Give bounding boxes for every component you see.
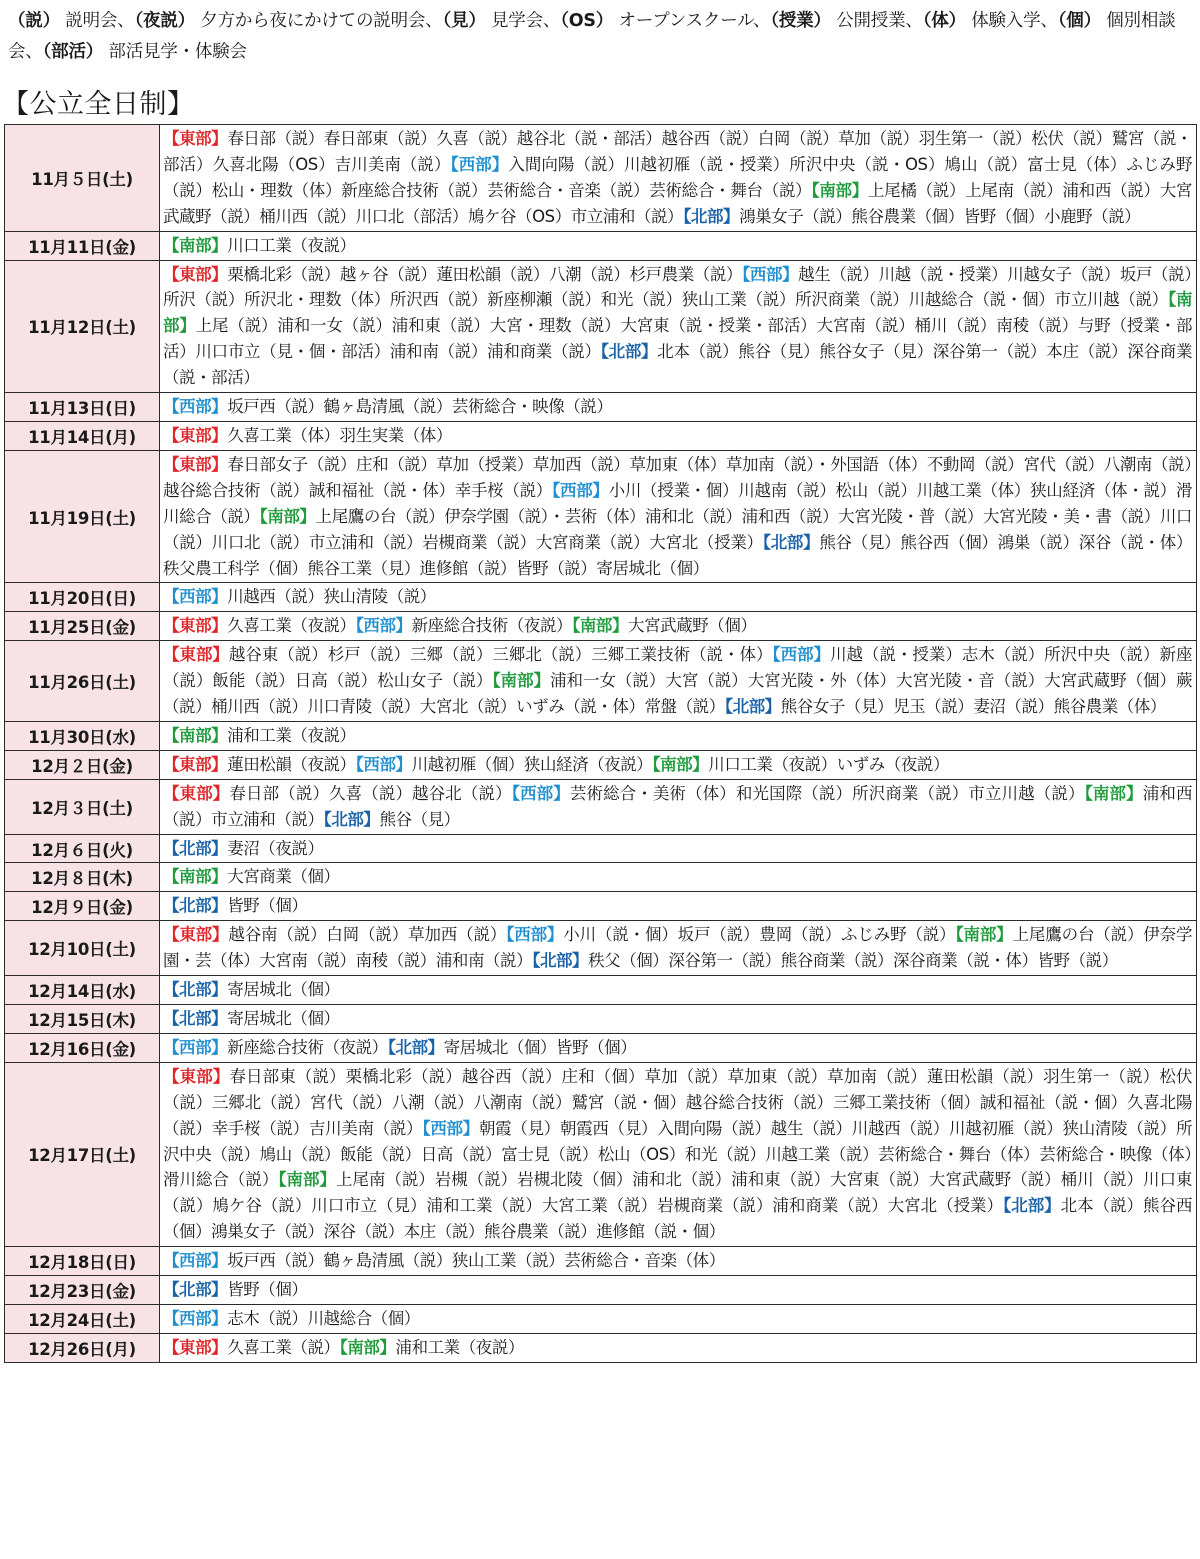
region-label-south: 【南部】 <box>811 180 868 200</box>
event-list <box>160 1304 1197 1333</box>
school-events: 越谷南（説）白岡（説）草加西（説） <box>228 925 507 945</box>
school-events: 川越西（説）狭山清陵（説） <box>227 587 436 607</box>
region-segment <box>356 616 572 635</box>
school-events: 北本（説）熊谷（見）熊谷女子（見）深谷第一（説）本庄（説）深谷商業（説・部活） <box>163 342 1192 388</box>
region-segment <box>572 616 756 635</box>
schedule-row <box>5 1276 1197 1305</box>
school-events: 皆野（個） <box>227 1280 308 1300</box>
event-date: 12月６日(火) <box>5 834 160 863</box>
school-events: 坂戸西（説）鶴ヶ島清風（説）狭山工業（説）芸術総合・音楽（体） <box>227 1251 725 1271</box>
event-date: 12月23日(金) <box>5 1276 160 1305</box>
region-label-west: 【西部】 <box>355 616 412 636</box>
school-events: 皆野（個） <box>227 896 308 916</box>
school-events: 浦和一女（説）大宮（説）大宮光陵・外（体）大宮光陵・音（説）大宮武蔵野（個）蕨（説）桶川西（説）川口青陵（説）大宮北（説）いずみ（説・体）常盤（説） <box>163 671 1192 717</box>
region-label-east: 【東部】 <box>163 616 228 636</box>
schedule-row <box>5 892 1197 921</box>
region-segment <box>163 896 307 915</box>
school-events: 寄居城北（個）皆野（個） <box>443 1037 637 1057</box>
region-segment <box>163 236 356 255</box>
event-list <box>160 125 1197 232</box>
region-label-south: 【南部】 <box>163 235 228 255</box>
event-date: 12月24日(土) <box>5 1304 160 1333</box>
event-list <box>160 1005 1197 1034</box>
region-segment <box>652 755 949 774</box>
region-label-west: 【西部】 <box>163 1308 228 1328</box>
schedule-row <box>5 779 1197 834</box>
region-label-north: 【北部】 <box>323 809 380 829</box>
school-events: 朝霞（見）朝霞西（見）入間向陽（説）越生（説）川越西（説）川越初雁（説）狭山清陵（説）所沢中央（説）鳩山（説）飯能（説）日高（説）富士見（説）松山（OS）和光（説）川越工業（説）芸術総合・舞台（体）芸術総合・映像（体）滑川総合（説） <box>163 1118 1192 1190</box>
region-label-south: 【南部】 <box>492 671 551 691</box>
school-events: 栗橋北彩（説）越ヶ谷（説）蓮田松韻（説）八潮（説）杉戸農業（説） <box>227 264 743 284</box>
region-label-east: 【東部】 <box>163 925 229 945</box>
region-label-east: 【東部】 <box>163 454 228 474</box>
region-segment <box>532 951 1118 970</box>
event-list <box>160 1247 1197 1276</box>
event-date: 12月８日(木) <box>5 863 160 892</box>
region-label-south: 【南部】 <box>259 506 316 526</box>
legend-meaning: 公開授業、 <box>830 11 923 31</box>
region-label-north: 【北部】 <box>1003 1196 1061 1216</box>
school-events: 新座総合技術（夜説） <box>411 616 573 636</box>
event-list <box>160 421 1197 450</box>
event-list <box>160 1276 1197 1305</box>
region-segment <box>163 587 436 606</box>
region-segment <box>163 1280 307 1299</box>
school-events: 志木（説）川越総合（個） <box>227 1308 420 1328</box>
legend-abbr: （部活） <box>42 42 104 62</box>
school-events: 上尾（説）浦和一女（説）浦和東（説）大宮・理数（説）大宮東（説・授業・部活）大宮南（説）桶川（説）南稜（説）与野（授業・部活）川口市立（見・個・部活）浦和南（説）浦和商業（説） <box>163 316 1192 362</box>
region-label-east: 【東部】 <box>163 264 228 284</box>
school-events: 寄居城北（個） <box>227 980 340 1000</box>
region-segment <box>163 1251 725 1270</box>
legend-meaning: オープンスクール、 <box>613 11 771 31</box>
school-events: 北本（説）熊谷西（個）鴻巣女子（説）深谷（説）本庄（説）熊谷農業（説）進修館（説・個） <box>163 1196 1193 1242</box>
region-segment <box>163 1009 340 1028</box>
school-events: 浦和西（説）市立浦和（説） <box>163 783 1193 829</box>
region-label-east: 【東部】 <box>163 129 228 148</box>
region-label-north: 【北部】 <box>163 980 228 1000</box>
schedule-row <box>5 921 1197 976</box>
school-events: 川越初雁（個）狭山経済（夜説） <box>411 754 653 774</box>
event-list <box>160 641 1197 722</box>
region-label-west: 【西部】 <box>163 587 228 607</box>
region-label-north: 【北部】 <box>163 838 228 858</box>
legend-item <box>923 11 1058 31</box>
event-date: 11月30日(水) <box>5 721 160 750</box>
region-label-east: 【東部】 <box>163 783 230 803</box>
schedule-row <box>5 863 1197 892</box>
school-events: 芸術総合・美術（体）和光国際（説）所沢商業（説）市立川越（説） <box>569 783 1085 803</box>
event-list <box>160 779 1197 834</box>
event-list <box>160 393 1197 422</box>
event-date: 12月16日(金) <box>5 1033 160 1062</box>
schedule-row <box>5 612 1197 641</box>
region-label-north: 【北部】 <box>762 532 820 552</box>
event-date: 12月26日(月) <box>5 1333 160 1362</box>
region-label-north: 【北部】 <box>683 206 740 226</box>
legend-item <box>560 11 770 31</box>
region-label-north: 【北部】 <box>532 951 589 971</box>
schedule-row <box>5 1304 1197 1333</box>
school-events: 春日部東（説）栗橋北彩（説）越谷西（説）庄和（個）草加（説）草加東（説）草加南（説）蓮田松韻（説）羽生第一（説）松伏（説）三郷北（説）宮代（説）八潮（説）八潮南（説）鷲宮（説・個）越谷総合技術（説）三郷工業技術（個）誠和福祉（説・個）久喜北陽（説）幸手桜（説）吉川美南（説） <box>163 1066 1193 1138</box>
event-list <box>160 721 1197 750</box>
event-list <box>160 231 1197 260</box>
school-events: 浦和工業（夜説） <box>227 725 356 745</box>
school-events: 川口工業（夜説）いずみ（夜説） <box>708 754 950 774</box>
school-events: 小川（説・個）坂戸（説）豊岡（説）ふじみ野（説） <box>563 925 956 945</box>
school-events: 大宮武蔵野（個） <box>628 616 757 636</box>
event-date: 12月９日(金) <box>5 892 160 921</box>
event-list <box>160 612 1197 641</box>
event-date: 11月13日(日) <box>5 393 160 422</box>
region-segment <box>163 1038 388 1057</box>
schedule-row <box>5 1062 1197 1246</box>
legend-meaning: 説明会、 <box>59 11 135 31</box>
schedule-row <box>5 750 1197 779</box>
region-label-south: 【南部】 <box>652 754 709 774</box>
region-label-west: 【西部】 <box>511 783 570 803</box>
region-label-south: 【南部】 <box>955 925 1013 945</box>
school-events: 新座総合技術（夜説） <box>227 1037 388 1057</box>
region-label-south: 【南部】 <box>163 867 228 887</box>
region-segment <box>725 697 1166 716</box>
schedule-row <box>5 1005 1197 1034</box>
school-events: 久喜工業（体）羽生実業（体） <box>227 425 452 445</box>
region-segment <box>356 755 653 774</box>
event-date: 12月２日(金) <box>5 750 160 779</box>
event-list <box>160 750 1197 779</box>
region-segment <box>163 726 356 745</box>
legend-abbr: （個） <box>1057 11 1101 31</box>
event-date: 11月14日(月) <box>5 421 160 450</box>
legend-abbr: （体） <box>922 11 966 31</box>
school-events: 上尾鷹の台（説）伊奈学園（説）・芸術（体）浦和北（説）浦和西（説）大宮光陵・普（説）大宮光陵・美・書（説）川口（説）川口北（説）市立浦和（説）岩槻商業（説）大宮商業（説）大宮北（授業） <box>163 506 1192 552</box>
event-list <box>160 450 1197 583</box>
schedule-row <box>5 583 1197 612</box>
school-events: 秩父（個）深谷第一（説）熊谷商業（説）深谷商業（説・体）皆野（説） <box>588 951 1118 971</box>
region-segment <box>388 1038 637 1057</box>
school-events: 妻沼（夜説） <box>227 838 324 858</box>
event-date: 11月20日(日) <box>5 583 160 612</box>
event-date: 11月19日(土) <box>5 450 160 583</box>
event-date: 12月10日(土) <box>5 921 160 976</box>
legend <box>8 6 1194 68</box>
region-label-south: 【南部】 <box>278 1170 336 1190</box>
legend-item <box>134 11 442 31</box>
region-label-west: 【西部】 <box>742 264 799 284</box>
region-segment <box>163 839 324 858</box>
region-segment <box>163 925 506 944</box>
schedule-row <box>5 834 1197 863</box>
region-label-west: 【西部】 <box>552 480 609 500</box>
region-label-west: 【西部】 <box>163 1037 228 1057</box>
region-label-east: 【東部】 <box>163 1066 230 1086</box>
region-label-south: 【南部】 <box>163 290 1192 336</box>
legend-abbr: （夜説） <box>134 11 195 31</box>
event-list <box>160 260 1197 393</box>
region-label-south: 【南部】 <box>339 1337 396 1357</box>
school-events: 上尾鷹の台（説）伊奈学園・芸（体）大宮南（説）南稜（説）浦和南（説） <box>163 925 1193 971</box>
region-segment <box>163 980 340 999</box>
school-events: 川越（説・授業）志木（説）所沢中央（説）新座（説）飯能（説）日高（説）松山女子（説） <box>163 645 1192 691</box>
legend-item <box>43 42 247 62</box>
schedule-row <box>5 641 1197 722</box>
schedule-row <box>5 721 1197 750</box>
school-events: 坂戸西（説）鶴ヶ島清風（説）芸術総合・映像（説） <box>227 397 613 417</box>
region-segment <box>163 1309 420 1328</box>
event-list <box>160 834 1197 863</box>
school-events: 春日部（説）春日部東（説）久喜（説）越谷北（説・部活）越谷西（説）白岡（説）草加（説）羽生第一（説）松伏（説）鷲宮（説・部活）久喜北陽（OS）吉川美南（説） <box>163 129 1192 174</box>
school-events: 大宮商業（個） <box>227 867 340 887</box>
schedule-row <box>5 393 1197 422</box>
region-label-west: 【西部】 <box>163 1251 228 1271</box>
school-events: 川口工業（夜説） <box>227 235 356 255</box>
school-events: 春日部女子（説）庄和（説）草加（授業）草加西（説）草加東（体）草加南（説）・外国語（体）不動岡（説）宮代（説）八潮南（説）越谷総合技術（説）誠和福祉（説・体）幸手桜（説） <box>163 454 1192 500</box>
region-label-west: 【西部】 <box>450 154 509 174</box>
school-events: 熊谷（見）熊谷西（個）鴻巣（説）深谷（説・体）秩父農工科学（個）熊谷工業（見）進修館（説）皆野（説）寄居城北（個） <box>163 532 1192 578</box>
region-segment <box>506 925 955 944</box>
school-events: 浦和工業（夜説） <box>395 1337 524 1357</box>
legend-meaning: 夕方から夜にかけての説明会、 <box>194 11 443 31</box>
school-events: 熊谷（見） <box>379 809 460 829</box>
event-date: 11月25日(金) <box>5 612 160 641</box>
region-label-north: 【北部】 <box>163 1009 228 1028</box>
event-list <box>160 863 1197 892</box>
region-label-west: 【西部】 <box>163 397 228 417</box>
region-label-west: 【西部】 <box>772 645 831 665</box>
event-date: 11月11日(金) <box>5 231 160 260</box>
region-segment <box>163 867 340 886</box>
event-list <box>160 1033 1197 1062</box>
legend-meaning: 部活見学・体験会 <box>103 42 247 62</box>
schedule-row <box>5 976 1197 1005</box>
schedule-row <box>5 421 1197 450</box>
school-events: 越生（説）川越（説・授業）川越女子（説）坂戸（説）所沢（説）所沢北・理数（体）所沢西（説）新座柳瀬（説）和光（説）狭山工業（説）所沢商業（説）川越総合（説・個）市立川越（説） <box>163 264 1192 310</box>
school-events: 春日部（説）久喜（説）越谷北（説） <box>229 783 512 803</box>
schedule-row <box>5 450 1197 583</box>
region-label-east: 【東部】 <box>163 754 228 774</box>
legend-abbr: （授業） <box>770 11 831 31</box>
region-label-west: 【西部】 <box>506 925 564 945</box>
legend-meaning: 個別相談会、 <box>8 11 1176 62</box>
legend-item <box>442 11 560 31</box>
legend-abbr: （見） <box>442 11 486 31</box>
region-label-north: 【北部】 <box>600 342 658 362</box>
region-label-south: 【南部】 <box>1084 783 1143 803</box>
legend-meaning: 見学会、 <box>485 11 561 31</box>
region-segment <box>324 810 460 829</box>
schedule-row <box>5 125 1197 232</box>
school-events: 小川（授業・個）川越南（説）松山（説）川越工業（体）狭山経済（体・説）滑川総合（説） <box>163 480 1192 526</box>
region-segment <box>340 1338 524 1357</box>
legend-abbr: （説） <box>8 11 60 31</box>
region-segment <box>163 265 742 284</box>
event-list <box>160 921 1197 976</box>
region-segment <box>163 616 356 635</box>
event-list <box>160 976 1197 1005</box>
school-events: 寄居城北（個） <box>227 1009 340 1028</box>
event-date: 11月26日(土) <box>5 641 160 722</box>
schedule-row <box>5 260 1197 393</box>
school-events: 上尾橘（説）上尾南（説）浦和西（説）大宮武蔵野（説）桶川西（説）川口北（部活）鳩ケ谷（OS）市立浦和（説） <box>163 180 1192 226</box>
region-label-south: 【南部】 <box>163 725 228 745</box>
event-date: 12月17日(土) <box>5 1062 160 1246</box>
region-label-south: 【南部】 <box>572 616 629 636</box>
region-label-east: 【東部】 <box>163 645 229 665</box>
school-events: 上尾南（説）岩槻（説）岩槻北陵（個）浦和北（説）浦和東（説）大宮東（説）大宮武蔵野（説）桶川（説）川口東（説）鳩ケ谷（説）川口市立（見）浦和工業（説）大宮工業（説）岩槻商業（説）浦和商業（説）大宮北（授業） <box>163 1170 1192 1216</box>
region-label-north: 【北部】 <box>387 1037 444 1057</box>
legend-meaning: 体験入学、 <box>965 11 1058 31</box>
region-segment <box>163 645 772 664</box>
legend-item <box>770 11 922 31</box>
school-events: 久喜工業（説） <box>227 1337 340 1357</box>
region-segment <box>683 207 1140 226</box>
region-label-north: 【北部】 <box>163 896 228 916</box>
schedule-row <box>5 1333 1197 1362</box>
school-events: 入間向陽（説）川越初雁（説・授業）所沢中央（説・OS）鳩山（説）富士見（体）ふじみ野（説）松山・理数（体）新座総合技術（説）芸術総合・音楽（説）芸術総合・舞台（説） <box>163 154 1192 200</box>
region-label-west: 【西部】 <box>355 754 412 774</box>
event-date: 11月12日(土) <box>5 260 160 393</box>
event-list <box>160 583 1197 612</box>
region-segment <box>163 784 512 803</box>
section-title: 【公立全日制】 <box>2 89 195 120</box>
region-label-east: 【東部】 <box>163 425 228 445</box>
event-date: 12月15日(木) <box>5 1005 160 1034</box>
region-label-west: 【西部】 <box>422 1118 479 1138</box>
region-segment <box>163 755 356 774</box>
event-date: 12月14日(水) <box>5 976 160 1005</box>
region-segment <box>163 426 452 445</box>
legend-abbr: （OS） <box>560 11 614 31</box>
event-date: 12月18日(日) <box>5 1247 160 1276</box>
event-date: 12月３日(土) <box>5 779 160 834</box>
school-events: 越谷東（説）杉戸（説）三郷（説）三郷北（説）三郷工業技術（説・体） <box>228 645 773 665</box>
event-list <box>160 1333 1197 1362</box>
school-events: 鴻巣女子（説）熊谷農業（個）皆野（個）小鹿野（説） <box>739 206 1141 226</box>
schedule-table <box>4 124 1197 1363</box>
region-segment <box>163 397 612 416</box>
region-label-north: 【北部】 <box>163 1280 228 1300</box>
schedule-row <box>5 1247 1197 1276</box>
school-events: 熊谷女子（見）児玉（説）妻沼（説）熊谷農業（体） <box>780 697 1166 717</box>
region-label-east: 【東部】 <box>163 1337 228 1357</box>
legend-item <box>8 11 134 31</box>
event-list <box>160 892 1197 921</box>
region-segment <box>512 784 1085 803</box>
schedule-row <box>5 231 1197 260</box>
school-events: 蓮田松韻（夜説） <box>227 754 356 774</box>
event-date: 11月５日(土) <box>5 125 160 232</box>
school-events: 久喜工業（夜説） <box>227 616 356 636</box>
event-list <box>160 1062 1197 1246</box>
schedule-row <box>5 1033 1197 1062</box>
region-label-north: 【北部】 <box>724 697 781 717</box>
region-segment <box>163 1338 340 1357</box>
